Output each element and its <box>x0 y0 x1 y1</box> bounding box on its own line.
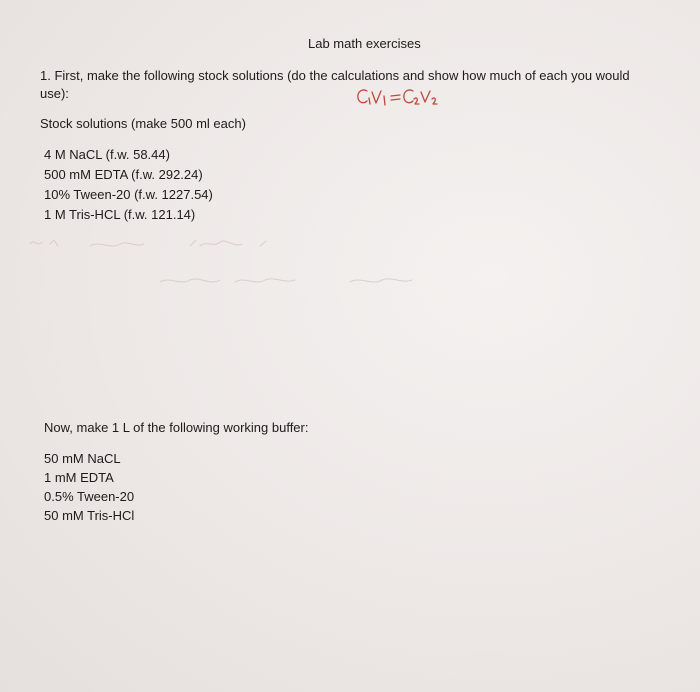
list-item: 10% Tween-20 (f.w. 1227.54) <box>44 187 213 202</box>
question-2-text: Now, make 1 L of the following working buffer: <box>44 420 309 435</box>
stock-solutions-heading: Stock solutions (make 500 ml each) <box>40 116 246 131</box>
question-1-text-line-2: use): <box>40 86 69 101</box>
stock-solutions-list <box>44 145 213 225</box>
handwritten-equation <box>355 84 475 110</box>
list-item: 50 mM Tris-HCl <box>44 508 135 523</box>
list-item: 4 M NaCL (f.w. 58.44) <box>44 147 170 162</box>
list-item: 50 mM NaCL <box>44 451 121 466</box>
working-buffer-list <box>44 449 134 525</box>
bleed-through-marks <box>20 232 440 302</box>
question-1-text-line-1: 1. First, make the following stock solutions (do the calculations and show how much of each you would <box>40 68 630 83</box>
list-item: 0.5% Tween-20 <box>44 489 135 504</box>
list-item: 1 mM EDTA <box>44 470 114 485</box>
list-item: 1 M Tris-HCL (f.w. 121.14) <box>44 207 196 222</box>
page-title: Lab math exercises <box>308 36 421 51</box>
list-item: 500 mM EDTA (f.w. 292.24) <box>44 167 203 182</box>
